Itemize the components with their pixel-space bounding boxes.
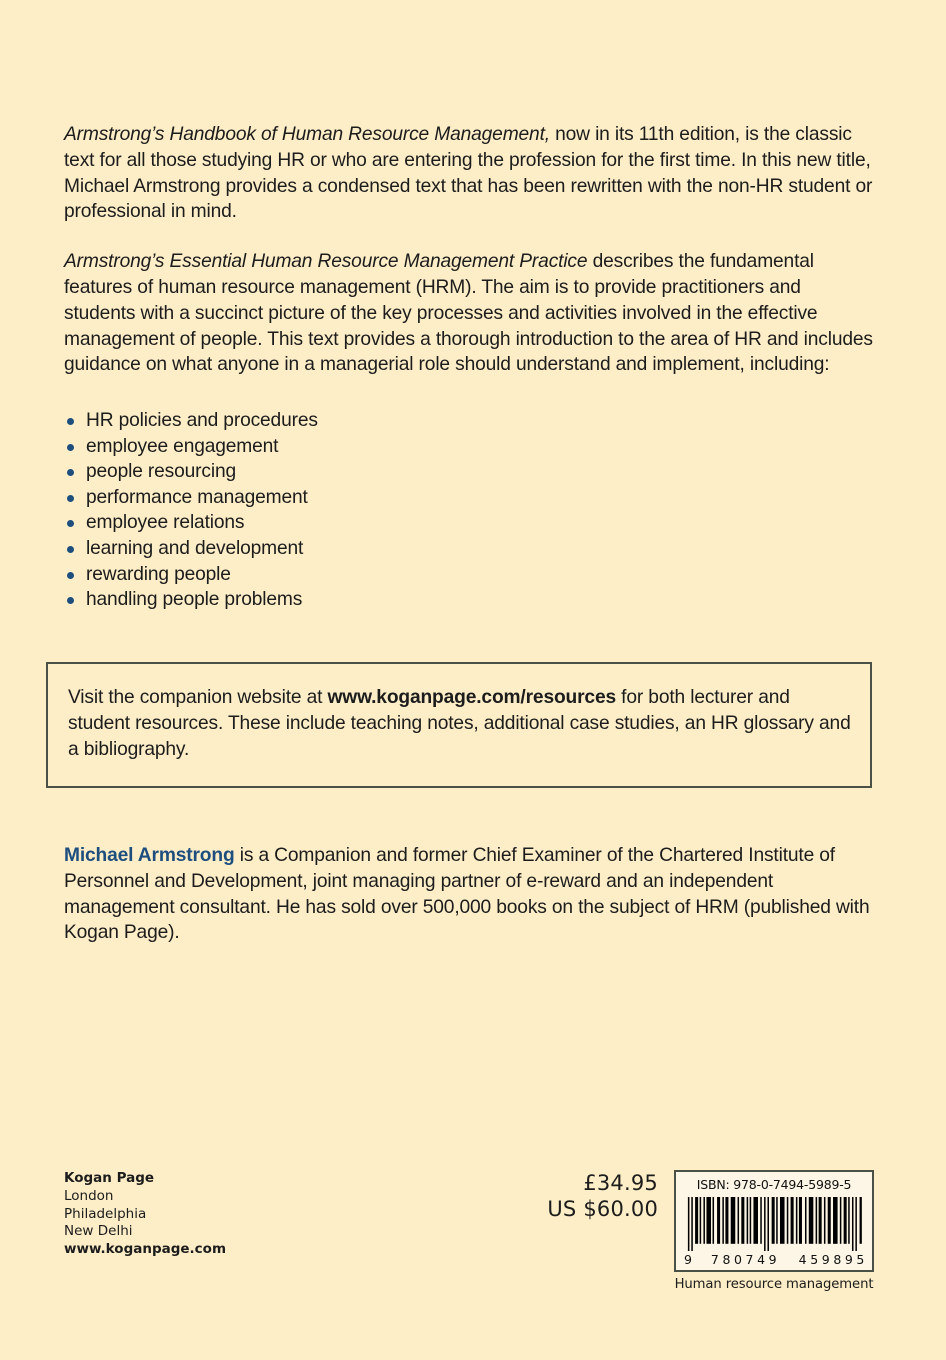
list-item: employee relations	[64, 510, 564, 536]
publisher-city-new-delhi: New Delhi	[64, 1223, 133, 1240]
price-usd: US $60.00	[547, 1197, 658, 1221]
companion-website-lead: Visit the companion website at	[68, 687, 328, 708]
list-item: performance management	[64, 485, 564, 511]
book-title-handbook: Armstrong’s Handbook of Human Resource Management,	[64, 124, 550, 145]
publisher-city-london: London	[64, 1187, 114, 1204]
barcode-bars-icon	[686, 1197, 866, 1251]
barcode-area	[674, 1170, 874, 1292]
author-name: Michael Armstrong	[64, 845, 235, 866]
barcode-digits	[684, 1252, 868, 1267]
list-item: HR policies and procedures	[64, 408, 564, 434]
blurb-paragraph-1-rest: now in its 11th edition, is the classic text for all those studying HR or who are entering the profession for the first time. In this new title, Michael Armstrong provides a condensed text that has been rewritten with the non-HR student or professional in mind.	[64, 124, 873, 223]
companion-website-box	[46, 662, 872, 788]
list-item: people resourcing	[64, 459, 564, 485]
feature-list	[64, 408, 564, 613]
price-gbp: £34.95	[583, 1171, 658, 1195]
blurb-paragraph-2-rest: describes the fundamental features of human resource management (HRM). The aim is to provide practitioners and students with a succinct picture of the key processes and activities involved in the effective management of people. This text provides a thorough introduction to the area of HR and includes guidance on what anyone in a managerial role should understand and implement, including:	[64, 251, 873, 376]
barcode-digits-right: 459895	[798, 1252, 868, 1267]
isbn-label: ISBN: 978-0-7494-5989-5	[696, 1177, 852, 1192]
publisher-block	[64, 1170, 226, 1259]
barcode-digits-middle: 780749	[710, 1252, 781, 1267]
list-item: rewarding people	[64, 562, 564, 588]
companion-website-url[interactable]: www.koganpage.com/resources	[327, 687, 616, 708]
blurb-paragraph-1	[64, 122, 876, 225]
blurb-section	[64, 122, 876, 378]
companion-website-tail: for both lecturer and student resources. These include teaching notes, additional case studies, an HR glossary and a bibliography.	[68, 687, 851, 760]
subject-category: Human resource management	[674, 1277, 874, 1292]
companion-website-text	[68, 685, 852, 762]
blurb-paragraph-2	[64, 249, 876, 378]
author-bio-text: is a Companion and former Chief Examiner of the Chartered Institute of Personnel and Development, joint managing partner of e-reward and an independent management consultant. He has sold over 500,000 books on the subject of HRM (published with Kogan Page).	[64, 845, 870, 944]
author-bio	[64, 843, 876, 946]
barcode-box	[674, 1170, 874, 1272]
publisher-name: Kogan Page	[64, 1170, 155, 1186]
publisher-website[interactable]: www.koganpage.com	[64, 1241, 227, 1258]
book-title-essential: Armstrong’s Essential Human Resource Management Practice	[64, 251, 588, 273]
barcode-digit-left: 9	[684, 1252, 693, 1267]
list-item: employee engagement	[64, 434, 564, 460]
publisher-city-philadelphia: Philadelphia	[64, 1205, 147, 1222]
price-block	[460, 1170, 658, 1222]
list-item: learning and development	[64, 536, 564, 562]
list-item: handling people problems	[64, 587, 564, 613]
